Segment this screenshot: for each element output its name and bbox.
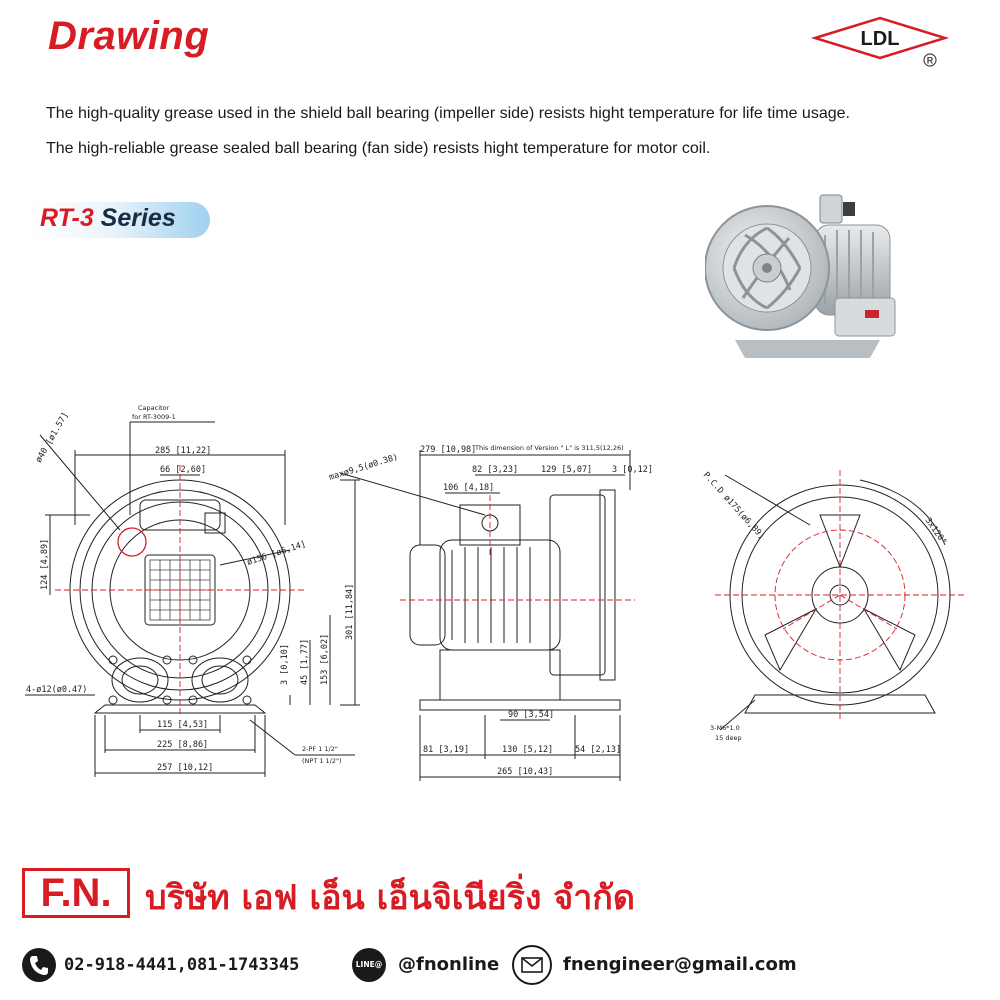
line-icon: LINE@: [352, 948, 386, 982]
dim-130: 130 [5,12]: [502, 745, 554, 755]
dim-npt: (NPT 1 1/2"): [302, 757, 342, 765]
dim-115: 115 [4,53]: [157, 720, 209, 730]
capacitor-label: Capacitor: [138, 404, 170, 412]
dim-angle: 3x120°: [922, 515, 949, 547]
dim-225: 225 [8,86]: [157, 740, 209, 750]
series-prefix: RT-3: [40, 204, 94, 232]
dim-106: 106 [4,18]: [443, 483, 495, 493]
company-name: บริษัท เอฟ เอ็น เอ็นจิเนียริ่ง จำกัด: [145, 878, 635, 918]
dim-301: 301 [11,84]: [345, 583, 355, 640]
fn-logo: F.N.: [22, 868, 130, 918]
registered-mark: R: [926, 55, 934, 66]
page-title: Drawing: [48, 14, 210, 58]
dim-phi40: ø40 [ø1.57]: [33, 410, 71, 465]
dim-279: 279 [10,98]: [420, 445, 477, 455]
capacitor-model: for RT-3009-1: [132, 413, 176, 421]
dim-m6-depth: 15 deep: [715, 734, 742, 742]
dim-265: 265 [10,43]: [497, 767, 554, 777]
line-id[interactable]: @fnonline: [398, 954, 500, 975]
dim-54: 54 [2,13]: [575, 745, 622, 755]
dim-hole: 4-ø12(ø0.47): [26, 685, 88, 695]
dim-257: 257 [10,12]: [157, 763, 214, 773]
dim-124: 124 [4,89]: [40, 538, 50, 590]
back-view: [720, 475, 950, 730]
blower-photo: [705, 180, 905, 370]
ldl-logo: [810, 14, 950, 74]
dim-129: 129 [5,07]: [541, 465, 593, 475]
phone-icon: [22, 948, 56, 982]
dim-45: 45 [1,77]: [300, 638, 310, 685]
dim-153: 153 [6,02]: [320, 633, 330, 685]
dim-m6: 3-M6*1.0: [710, 724, 740, 732]
description-line-1: The high-quality grease used in the shield ball bearing (impeller side) resists hight temperature for life time usage.: [46, 105, 850, 122]
dim-82: 82 [3,23]: [472, 465, 519, 475]
dim-3: 3 [0,10]: [280, 644, 290, 685]
side-view: [340, 450, 630, 781]
dim-3-side: 3 [0,12]: [612, 465, 653, 475]
series-suffix: Series: [93, 204, 176, 232]
phone-number[interactable]: 02-918-4441,081-1743345: [64, 955, 300, 975]
dim-90: 90 [3,54]: [508, 710, 555, 720]
version-note: This dimension of Version " L" is 311,5(12,26): [475, 444, 624, 452]
dim-66: 66 [2,60]: [160, 465, 207, 475]
description-line-2: The high-reliable grease sealed ball bearing (fan side) resists hight temperature for motor coil.: [46, 140, 711, 157]
ldl-logo-icon: [810, 14, 950, 74]
dim-285: 285 [11,22]: [155, 446, 212, 456]
dim-81: 81 [3,19]: [423, 745, 470, 755]
dim-phi156: ø156 [ø6,14]: [245, 539, 308, 568]
email-address[interactable]: fnengineer@gmail.com: [563, 954, 797, 975]
series-label: [40, 204, 176, 233]
dim-pf: 2-PF 1 1/2": [302, 745, 338, 753]
dim-pcd: P.C.D ø175(ø6,89): [700, 470, 767, 542]
technical-drawing: [20, 395, 980, 795]
ldl-logo-text: LDL: [860, 28, 900, 50]
dim-max: maxø9,5(ø0.38): [327, 452, 400, 483]
email-icon: [512, 945, 552, 985]
